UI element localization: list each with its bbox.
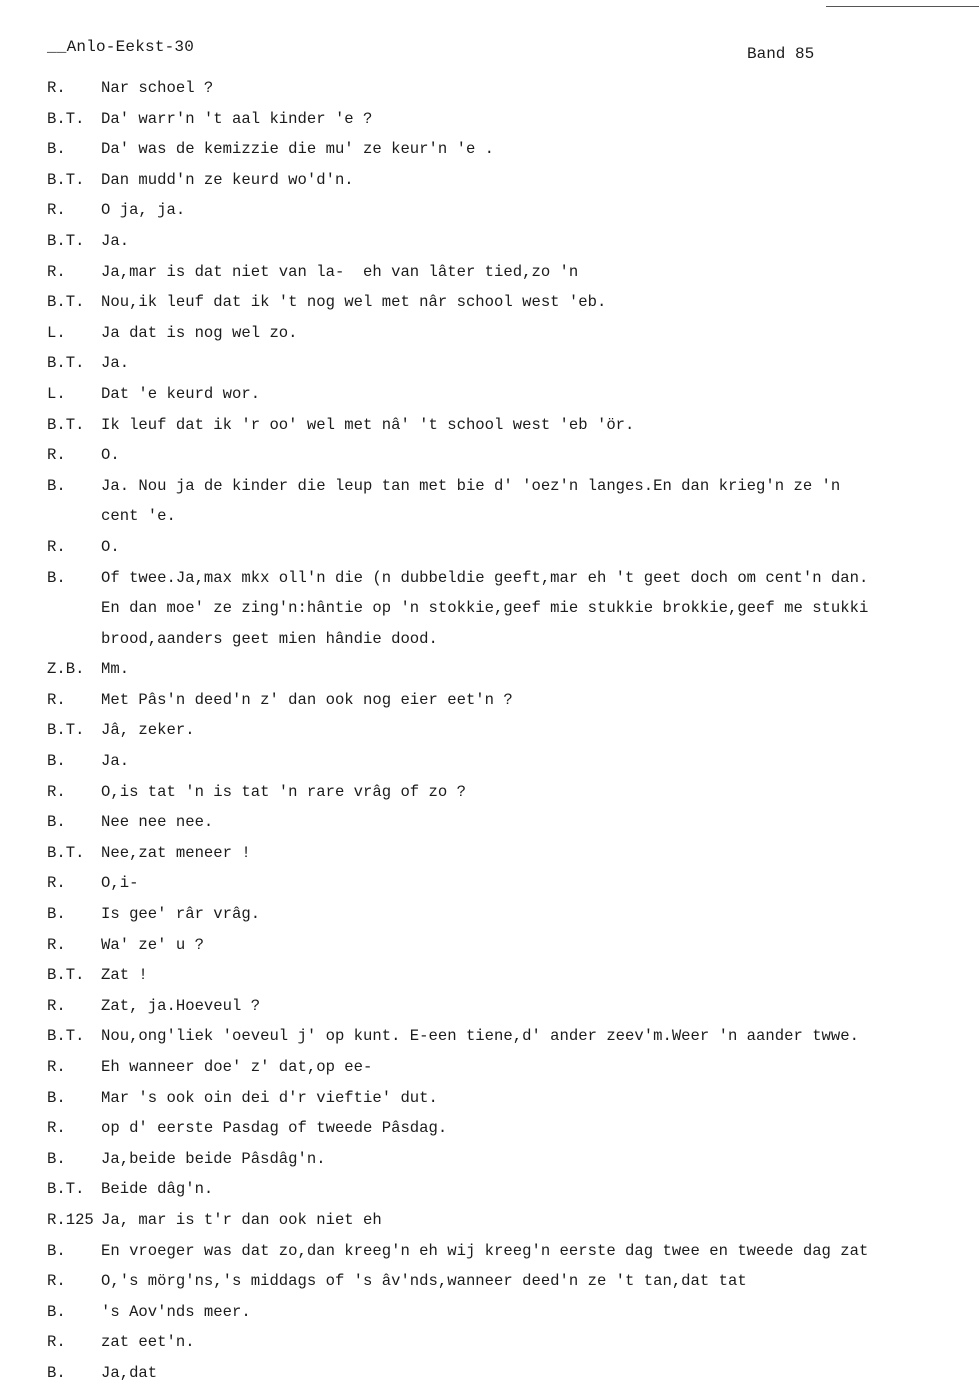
speaker-label: Z.B.: [47, 660, 85, 679]
utterance-text: op d' eerste Pasdag of tweede Pâsdag.: [101, 1119, 448, 1138]
speaker-label: B.T.: [47, 415, 85, 434]
transcript-line: [47, 290, 979, 321]
speaker-label: R.: [47, 1272, 66, 1291]
speaker-label: B.: [47, 905, 66, 924]
transcript: [47, 76, 979, 1392]
utterance-text: Nar schoel ?: [101, 79, 214, 97]
speaker-label: B.T.: [47, 721, 85, 740]
speaker-label: L.: [47, 323, 66, 342]
utterance-text: Nee,zat meneer !: [101, 843, 251, 862]
speaker-label: B.: [47, 140, 66, 159]
transcript-line: [47, 321, 979, 352]
transcript-line: [47, 260, 979, 291]
transcript-line: [47, 1208, 979, 1239]
utterance-text: Nee nee nee.: [101, 813, 214, 832]
speaker-label: B.T.: [47, 231, 85, 250]
utterance-text: Da' was de kemizzie die mu' ze keur'n 'e .: [101, 140, 495, 159]
transcript-line: [47, 1330, 979, 1361]
transcript-line: [47, 1116, 979, 1147]
speaker-label: B.: [47, 813, 66, 832]
speaker-label: R.: [47, 201, 66, 220]
transcript-line: [47, 413, 979, 444]
speaker-label: R.: [47, 874, 66, 893]
top-rule: [826, 6, 979, 7]
speaker-label: B.T.: [47, 293, 85, 312]
speaker-label: B.T.: [47, 109, 85, 128]
utterance-text: Jâ, zeker.: [101, 721, 195, 740]
transcript-line: [47, 168, 979, 199]
utterance-text: Nou,ong'liek 'oeveul j' op kunt. E-een tiene,d' ander zeev'm.Weer 'n aander twwe.: [101, 1027, 859, 1046]
transcript-line: [47, 810, 979, 841]
utterance-text: Ja,mar is dat niet van la- eh van lâter tied,zo 'n: [101, 262, 579, 281]
transcript-line: [47, 443, 979, 474]
utterance-text: Ja dat is nog wel zo.: [101, 323, 298, 342]
speaker-label: R.: [47, 935, 66, 954]
speaker-label: B.T.: [47, 170, 85, 189]
speaker-label: R.: [47, 537, 66, 556]
transcript-line: [47, 535, 979, 566]
transcript-line: [47, 1055, 979, 1086]
utterance-text: Ja,beide beide Pâsdâg'n.: [101, 1149, 326, 1168]
speaker-label: B.: [47, 1088, 66, 1107]
speaker-label: R.: [47, 446, 66, 465]
transcript-line: [47, 718, 979, 749]
utterance-text: Ja, mar is t'r dan ook niet eh: [101, 1210, 382, 1229]
utterance-text: Beide dâg'n.: [101, 1180, 214, 1199]
document-title: __Anlo-Eekst-30: [47, 38, 195, 56]
utterance-text: Ik leuf dat ik 'r oo' wel met nâ' 't school west 'eb 'ör.: [101, 415, 635, 434]
speaker-label: R.: [47, 1058, 66, 1076]
speaker-label: B.: [47, 1149, 66, 1168]
transcript-line: [47, 1239, 979, 1270]
utterance-text: En vroeger was dat zo,dan kreeg'n eh wij kreeg'n eerste dag twee en tweede dag zat: [101, 1241, 869, 1260]
transcript-line: [47, 107, 979, 138]
transcript-line: [47, 1024, 979, 1055]
speaker-label: B.: [47, 1363, 66, 1382]
transcript-line: [47, 198, 979, 229]
transcript-line: [47, 994, 979, 1025]
speaker-label: B.T.: [47, 1180, 85, 1199]
transcript-line: [47, 229, 979, 260]
utterance-text: brood,aanders geet mien hândie dood.: [101, 629, 438, 648]
utterance-text: Ja,dat: [101, 1363, 158, 1382]
transcript-line: [47, 76, 979, 107]
speaker-label: B.: [47, 1241, 66, 1260]
utterance-text: Wa' ze' u ?: [101, 935, 204, 954]
utterance-text: Nou,ik leuf dat ik 't nog wel met nâr school west 'eb.: [101, 293, 607, 312]
transcript-line: [47, 1361, 979, 1392]
utterance-text: Zat !: [101, 966, 148, 985]
utterance-text: Of twee.Ja,max mkx oll'n die (n dubbeldie geeft,mar eh 't geet doch om cent'n dan.: [101, 568, 869, 587]
transcript-line: [47, 351, 979, 382]
transcript-line: [47, 137, 979, 168]
utterance-text: O.: [101, 537, 120, 556]
speaker-label: R.: [47, 996, 66, 1015]
transcript-line: [47, 1300, 979, 1331]
transcript-line: [47, 749, 979, 780]
utterance-text: Ja.: [101, 752, 130, 771]
speaker-label: B.T.: [47, 1027, 85, 1046]
transcript-line: [47, 474, 979, 505]
speaker-label: R.: [47, 782, 66, 801]
utterance-text: Is gee' râr vrâg.: [101, 905, 261, 924]
utterance-text: Da' warr'n 't aal kinder 'e ?: [101, 109, 373, 128]
speaker-label: R.: [47, 262, 66, 281]
speaker-label: B.T.: [47, 843, 85, 862]
utterance-text: Ja.: [101, 231, 130, 250]
transcript-line: [47, 871, 979, 902]
utterance-text: Ja. Nou ja de kinder die leup tan met bie d' 'oez'n langes.En dan krieg'n ze 'n: [101, 476, 841, 495]
speaker-label: B.: [47, 1302, 66, 1321]
speaker-label: B.T.: [47, 966, 85, 985]
utterance-text: En dan moe' ze zing'n:hântie op 'n stokkie,geef mie stukkie brokkie,geef me stukki: [101, 599, 869, 618]
transcript-line: [47, 504, 979, 535]
speaker-label: B.: [47, 752, 66, 771]
speaker-label: B.T.: [47, 354, 85, 373]
transcript-line: [47, 596, 979, 627]
speaker-label: R.: [47, 1119, 66, 1138]
transcript-line: [47, 780, 979, 811]
utterance-text: O.: [101, 446, 120, 465]
transcript-line: [47, 1086, 979, 1117]
speaker-label: L.: [47, 384, 66, 403]
transcript-line: [47, 566, 979, 597]
transcript-line: [47, 627, 979, 658]
speaker-label: R.: [47, 690, 66, 709]
transcript-line: [47, 902, 979, 933]
utterance-text: Dan mudd'n ze keurd wo'd'n.: [101, 170, 354, 189]
transcript-line: [47, 1147, 979, 1178]
utterance-text: O,is tat 'n is tat 'n rare vrâg of zo ?: [101, 782, 466, 801]
speaker-label: R.: [47, 79, 66, 97]
utterance-text: Dat 'e keurd wor.: [101, 384, 261, 403]
transcript-line: [47, 841, 979, 872]
transcript-line: [47, 657, 979, 688]
transcript-line: [47, 382, 979, 413]
transcript-line: [47, 688, 979, 719]
transcript-line: [47, 963, 979, 994]
utterance-text: Mar 's ook oin dei d'r vieftie' dut.: [101, 1088, 438, 1107]
speaker-label: B.: [47, 476, 66, 495]
utterance-text: Ja.: [101, 354, 130, 373]
utterance-text: O,i-: [101, 874, 139, 893]
transcript-line: [47, 1177, 979, 1208]
speaker-label: B.: [47, 568, 66, 587]
transcript-line: [47, 933, 979, 964]
band-label: Band 85: [747, 45, 815, 63]
transcript-line: [47, 1269, 979, 1300]
utterance-text: Eh wanneer doe' z' dat,op ee-: [101, 1058, 373, 1076]
utterance-text: Met Pâs'n deed'n z' dan ook nog eier eet'n ?: [101, 690, 513, 709]
utterance-text: cent 'e.: [101, 507, 176, 526]
utterance-text: O,'s mörg'ns,'s middags of 's âv'nds,wanneer deed'n ze 't tan,dat tat: [101, 1272, 747, 1291]
speaker-label: R.: [47, 1333, 66, 1352]
utterance-text: Zat, ja.Hoeveul ?: [101, 996, 261, 1015]
utterance-text: Mm.: [101, 660, 130, 679]
utterance-text: zat eet'n.: [101, 1333, 195, 1352]
utterance-text: O ja, ja.: [101, 201, 186, 220]
utterance-text: 's Aov'nds meer.: [101, 1302, 251, 1321]
speaker-label: R.125: [47, 1210, 94, 1229]
